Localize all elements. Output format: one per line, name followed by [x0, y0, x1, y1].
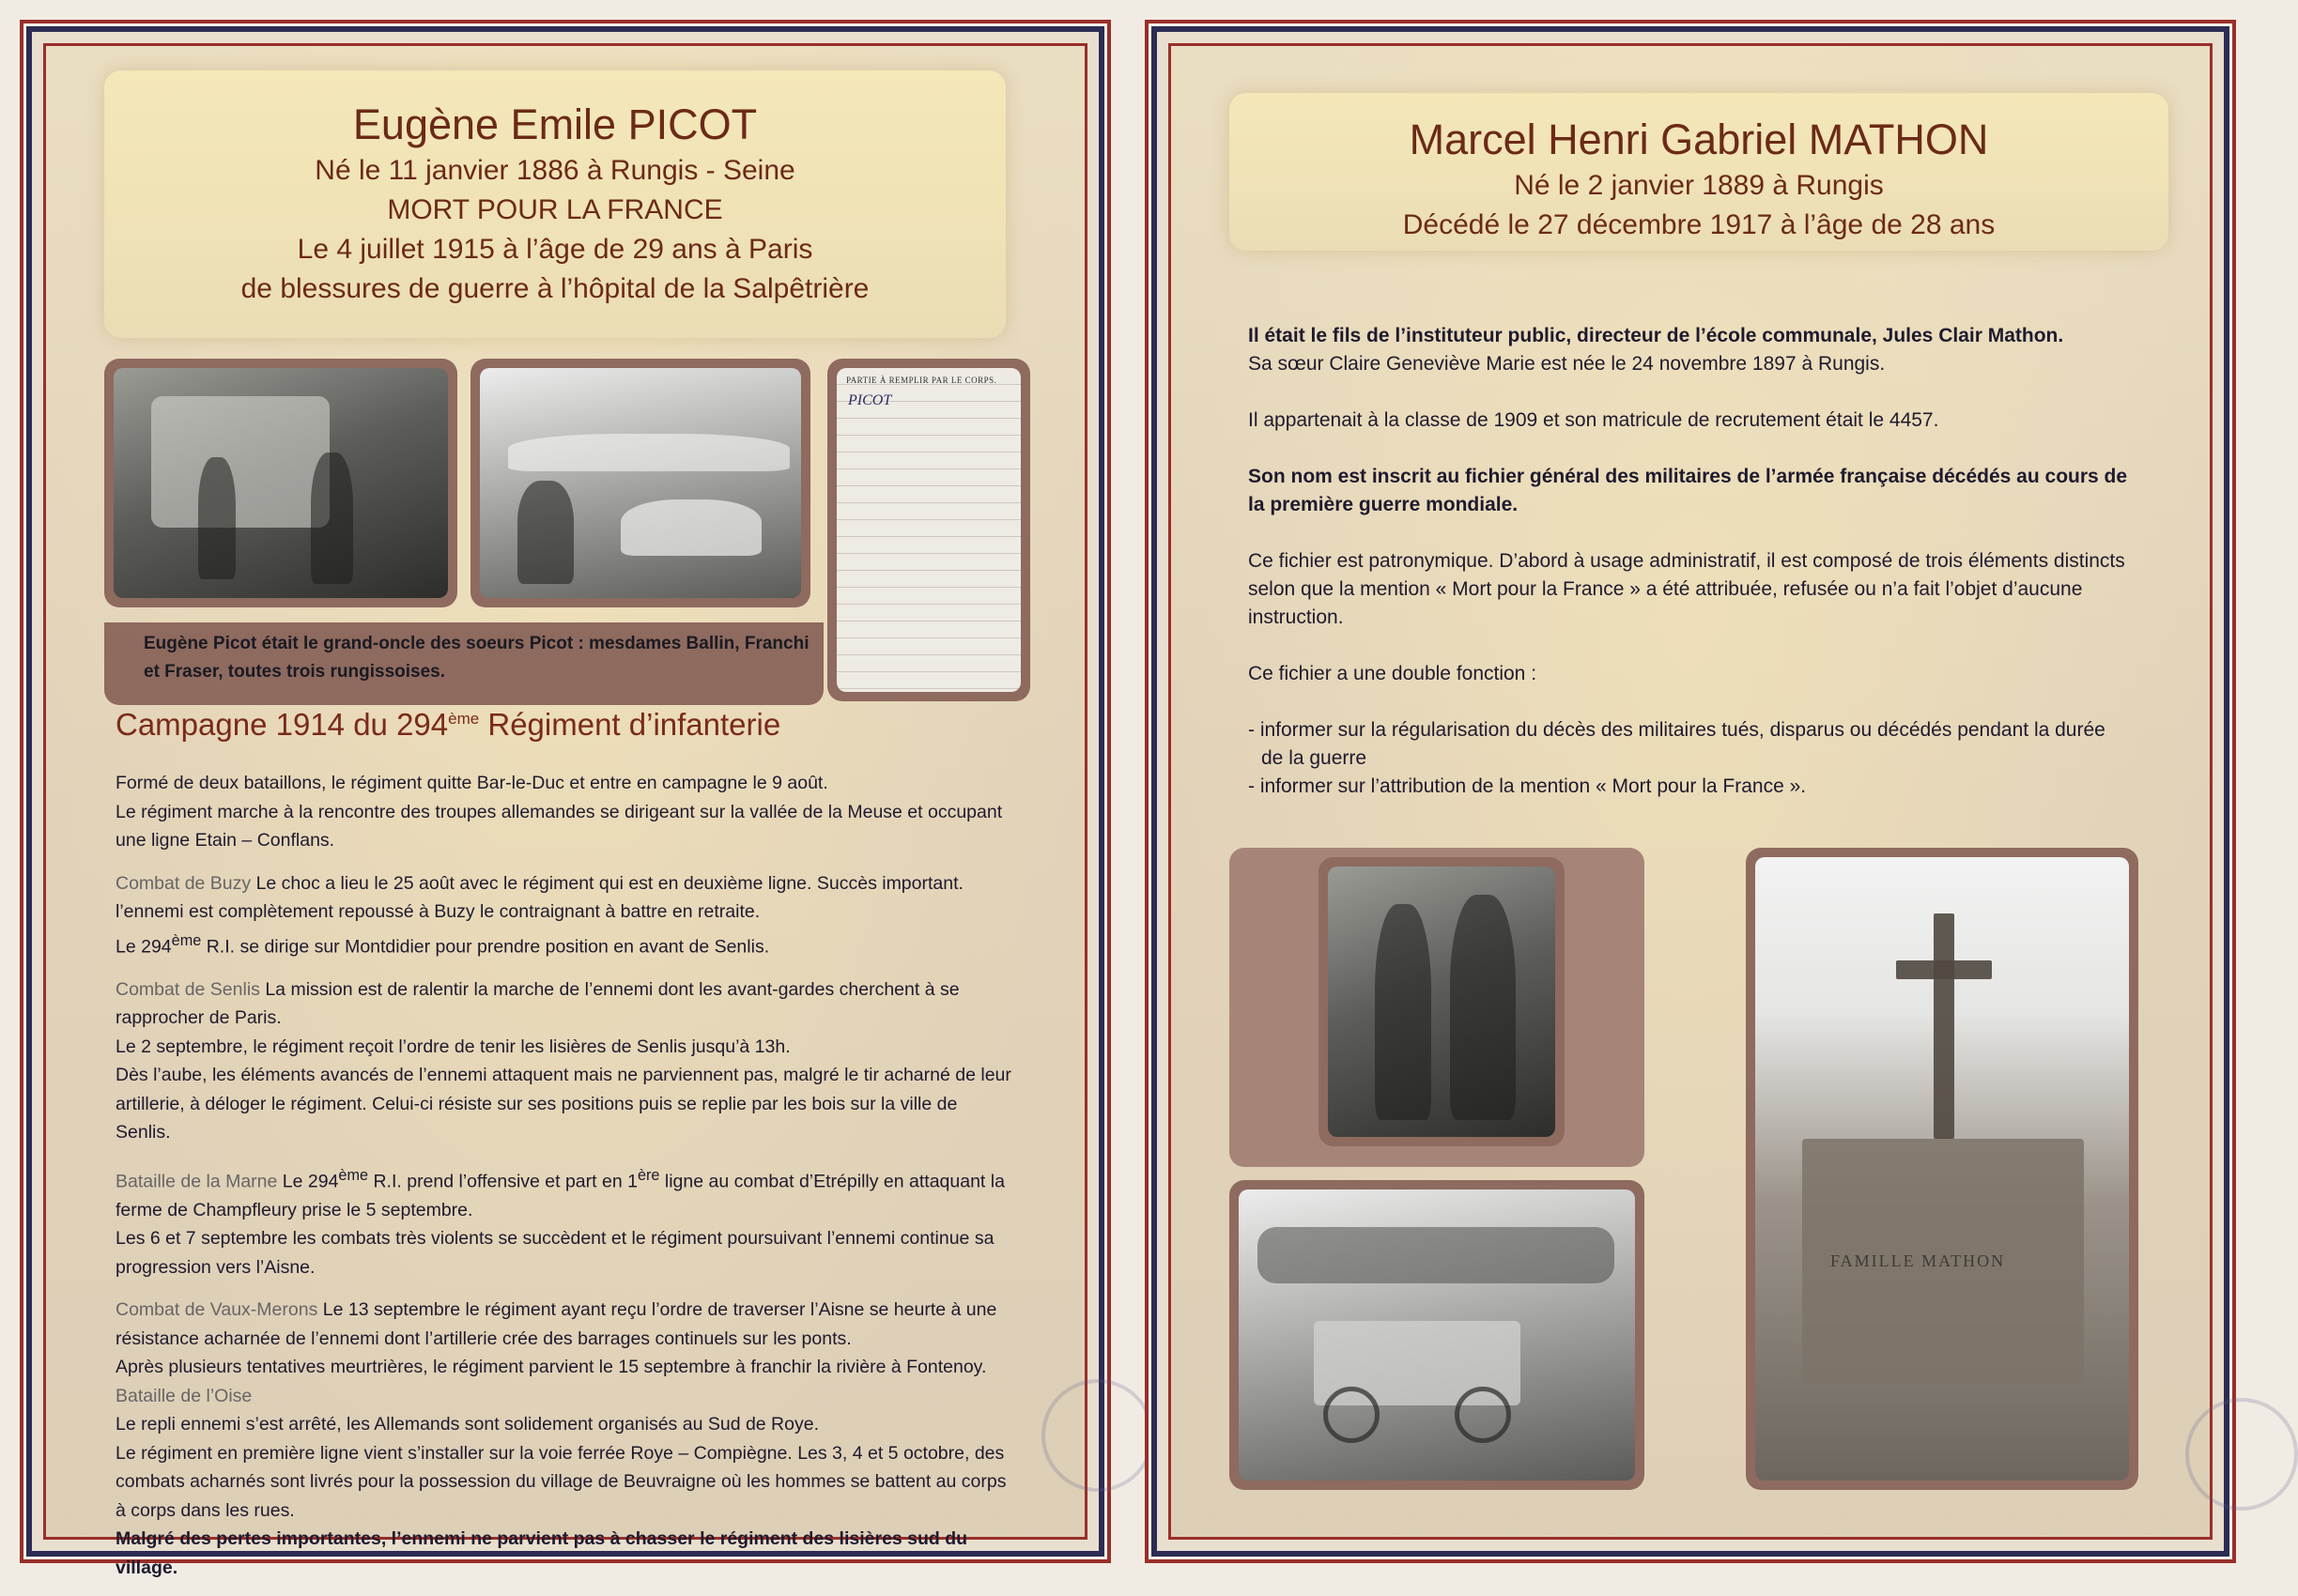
- function-list: [1248, 716, 2136, 801]
- buzy-line2-b: R.I. se dirige sur Montdidier pour prendre position en avant de Senlis.: [201, 936, 770, 957]
- buzy-paragraph: [116, 869, 1017, 961]
- picot-birth: Né le 11 janvier 1886 à Rungis - Seine: [315, 155, 795, 186]
- senlis-label: Combat de Senlis: [116, 978, 260, 1000]
- grave-photo: [1746, 848, 2138, 1490]
- grave-inscription: FAMILLE MATHON: [1830, 1251, 2006, 1270]
- function-item-2: - informer sur l’attribution de la mention « Mort pour la France ».: [1248, 775, 1807, 797]
- buzy-label: Combat de Buzy: [116, 872, 252, 894]
- function-item-1: - informer sur la régularisation du décès des militaires tués, disparus ou décédés pendant la durée: [1248, 719, 2105, 741]
- marne-label: Bataille de la Marne: [116, 1171, 278, 1191]
- senlis-line2: Le 2 septembre, le régiment reçoit l’ordre de tenir les lisières de Senlis jusqu’à 13h.: [116, 1036, 791, 1057]
- campaign-text: [116, 769, 1017, 1596]
- field-hospital-photo-image: [1239, 1189, 1635, 1481]
- family-line-2: Sa sœur Claire Geneviève Marie est née le 24 novembre 1897 à Rungis.: [1248, 353, 1886, 375]
- buzy-text: Le choc a lieu le 25 août avec le régiment qui est en deuxième ligne. Succès important. l’ennemi est complètement repoussé à Buzy le contraignant à battre en retraite.: [116, 872, 964, 922]
- hospital-photo: [470, 359, 810, 607]
- photo-caption: Eugène Picot était le grand-oncle des soeurs Picot : mesdames Ballin, Franchi et Fraser, toutes trois rungissoises.: [144, 634, 810, 682]
- marne-sup1: ème: [338, 1166, 369, 1184]
- function-paragraph: Ce fichier a une double fonction :: [1248, 663, 1537, 684]
- right-page: [1151, 26, 2229, 1557]
- registry-paragraph: Son nom est inscrit au fichier général des militaires de l’armée française décédés au cours de la première guerre mondiale.: [1248, 466, 2128, 515]
- buzy-line2-a: Le 294: [116, 936, 172, 957]
- mathon-title-box: [1229, 93, 2168, 251]
- grave-photo-image: [1755, 857, 2129, 1481]
- marne-line2: Les 6 et 7 septembre les combats très violents se succèdent et le régiment poursuivant l’ennemi continue sa progression vers l’Aisne.: [116, 1228, 995, 1278]
- picot-name: Eugène Emile PICOT: [352, 100, 758, 148]
- mathon-death: Décédé le 27 décembre 1917 à l’âge de 28 ans: [1402, 209, 1996, 240]
- intro-line-2: Le régiment marche à la rencontre des troupes allemandes se dirigeant sur la vallée de la Meuse et occupant une ligne Etain – Conflans.: [116, 801, 1003, 851]
- campaign-heading-suffix: Régiment d’infanterie: [479, 707, 781, 742]
- mathon-text: [1248, 322, 2136, 829]
- card-name: PICOT: [848, 392, 892, 408]
- picot-cause: de blessures de guerre à l’hôpital de la Salpêtrière: [240, 273, 870, 304]
- hospital-photo-image: [480, 368, 801, 598]
- card-header: PARTIE À REMPLIR PAR LE CORPS.: [846, 376, 997, 385]
- vaux-line2: Après plusieurs tentatives meurtrières, le régiment parvient le 15 septembre à franchir la rivière à Fontenoy.: [116, 1357, 987, 1377]
- picot-death: Le 4 juillet 1915 à l’âge de 29 ans à Paris: [297, 234, 813, 265]
- function-item-1-cont: de la guerre: [1261, 747, 1367, 769]
- marne-c: ligne au combat d’Etrépilly en attaquant la ferme de Champfleury prise le 5 septembre.: [116, 1171, 1005, 1220]
- marne-sup2: ère: [637, 1166, 660, 1184]
- military-record-card-image: [837, 368, 1021, 692]
- military-record-card: [827, 359, 1030, 701]
- family-line-1: Il était le fils de l’instituteur public, directeur de l’école communale, Jules Clair Mathon.: [1248, 325, 2064, 346]
- buzy-sup: ème: [171, 931, 202, 949]
- oise-line1: Le repli ennemi s’est arrêté, les Allemands sont solidement organisés au Sud de Roye.: [116, 1414, 819, 1435]
- ambulance-photo-image: [114, 368, 448, 598]
- senlis-text: La mission est de ralentir la marche de l’ennemi dont les avant-gardes cherchent à se rapprocher de Paris.: [116, 978, 960, 1028]
- soldiers-photo-image: [1328, 867, 1555, 1137]
- soldiers-photo-frame: [1229, 848, 1644, 1167]
- vaux-paragraph: [116, 1296, 1017, 1382]
- left-page-content: [43, 43, 1087, 1578]
- ambulance-photo: [104, 359, 457, 607]
- oise-line2: Le régiment en première ligne vient s’installer sur la voie ferrée Roye – Compiègne. Les 3, 4 et 5 octobre, des combats acharnés sont livrés pour la possession du village de Beuvraigne où les hommes se battent au corps à corps dans les rues.: [116, 1442, 1007, 1521]
- campaign-heading: [116, 707, 780, 743]
- family-paragraph: [1248, 322, 2136, 378]
- field-hospital-photo: [1229, 1180, 1644, 1490]
- file-paragraph: Ce fichier est patronymique. D’abord à usage administratif, il est composé de trois éléments distincts selon que la mention « Mort pour la France » a été attribuée, refusée ou n’a fait l’objet d’aucune instruction.: [1248, 550, 2125, 628]
- senlis-paragraph: [116, 975, 1017, 1147]
- class-paragraph: Il appartenait à la classe de 1909 et son matricule de recrutement était le 4457.: [1248, 409, 1939, 431]
- senlis-line3: Dès l’aube, les éléments avancés de l’ennemi attaquent mais ne parviennent pas, malgré le tir acharné de leur artillerie, à déloger le régiment. Celui-ci résiste sur ses positions puis se replie par les bois sur la ville de Senlis.: [116, 1065, 1011, 1143]
- right-page-content: [1168, 43, 2213, 1540]
- intro-paragraph: [116, 769, 1017, 855]
- campaign-heading-sup: ème: [448, 710, 480, 728]
- marne-b: R.I. prend l’offensive et part en 1: [368, 1171, 638, 1191]
- marne-paragraph: [116, 1161, 1017, 1282]
- marne-a: Le 294: [277, 1171, 339, 1191]
- left-page: [26, 26, 1104, 1578]
- mathon-name: Marcel Henri Gabriel MATHON: [1409, 115, 1989, 163]
- picot-status: MORT POUR LA FRANCE: [387, 194, 723, 225]
- ink-stamp-mark-right: [2185, 1398, 2298, 1511]
- intro-line-1: Formé de deux bataillons, le régiment quitte Bar-le-Duc et entre en campagne le 9 août.: [116, 773, 828, 793]
- mathon-birth: Né le 2 janvier 1889 à Rungis: [1514, 170, 1884, 201]
- oise-paragraph: [116, 1382, 1017, 1583]
- vaux-label: Combat de Vaux-Merons: [116, 1299, 318, 1320]
- ink-stamp-mark: [1041, 1379, 1154, 1492]
- campaign-heading-prefix: Campagne 1914 du 294: [116, 707, 449, 742]
- oise-label: Bataille de l’Oise: [116, 1385, 253, 1406]
- oise-line3: Malgré des pertes importantes, l’ennemi ne parvient pas à chasser le régiment des lisières sud du village.: [116, 1528, 968, 1578]
- vaux-text: Le 13 septembre le régiment ayant reçu l’ordre de traverser l’Aisne se heurte à une résistance acharnée de l’ennemi dont l’artillerie crée des barrages continuels sur les ponts.: [116, 1299, 997, 1349]
- soldiers-photo: [1319, 857, 1565, 1146]
- picot-title-box: [104, 70, 1006, 338]
